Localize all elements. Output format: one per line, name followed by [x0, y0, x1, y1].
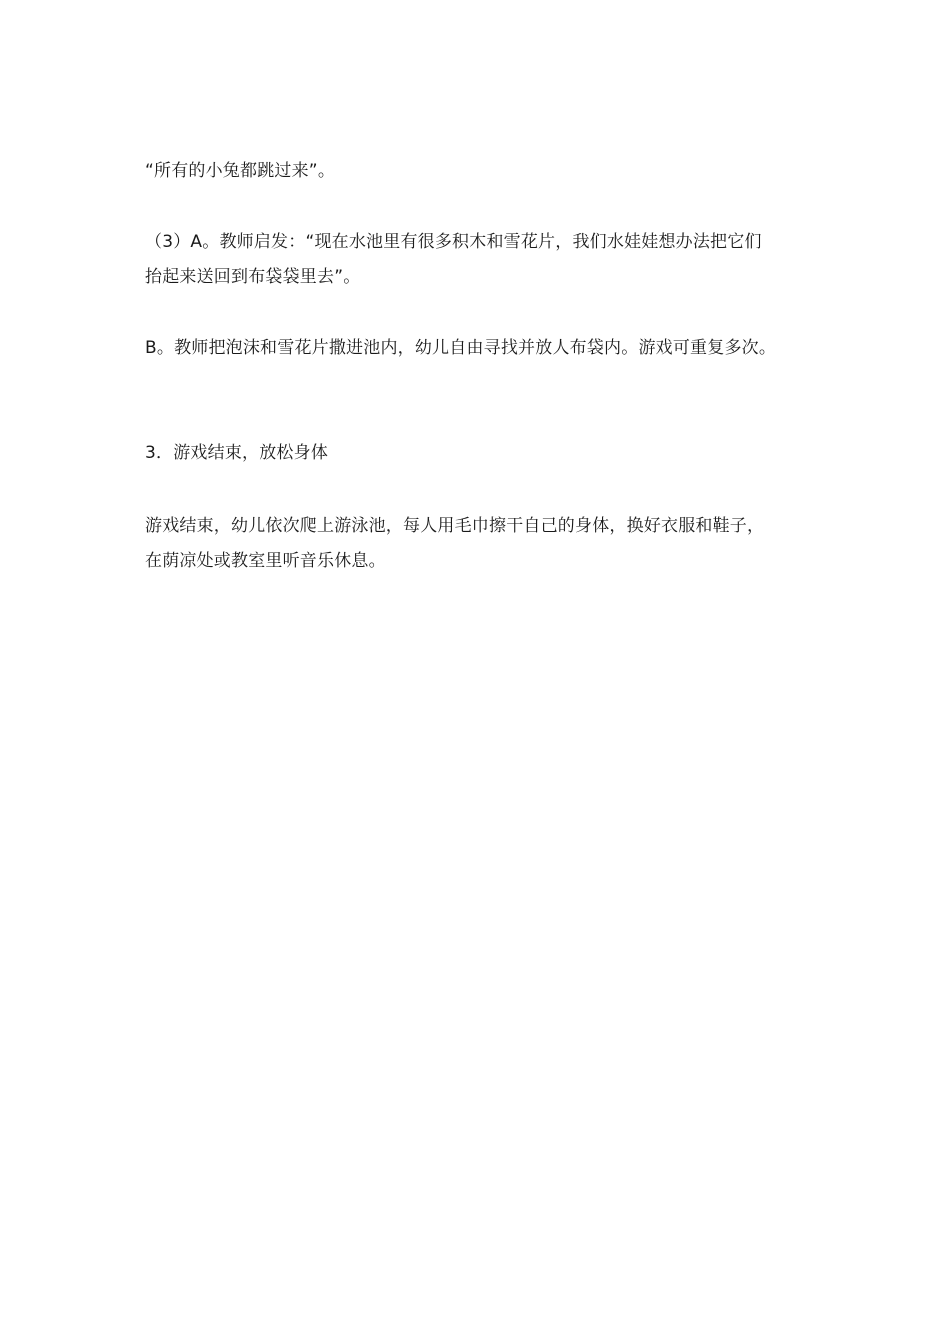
paragraph-line-quote-rabbits: “所有的小兔都跳过来”。 — [145, 161, 336, 181]
paragraph-line-step3b: B。教师把泡沫和雪花片撒进池内，幼儿自由寻找并放人布袋内。游戏可重复多次。 — [145, 338, 777, 358]
paragraph-line-step3a-cont: 抬起来送回到布袋袋里去”。 — [145, 267, 361, 287]
section-heading-game-end: 3．游戏结束，放松身体 — [145, 443, 329, 463]
paragraph-line-game-end: 游戏结束，幼儿依次爬上游泳池，每人用毛巾擦干自己的身体，换好衣服和鞋子， — [145, 516, 765, 536]
paragraph-line-game-end-cont: 在荫凉处或教室里听音乐休息。 — [145, 551, 386, 571]
paragraph-line-step3a: （3）A。教师启发：“现在水池里有很多积木和雪花片，我们水娃娃想办法把它们 — [145, 232, 762, 252]
